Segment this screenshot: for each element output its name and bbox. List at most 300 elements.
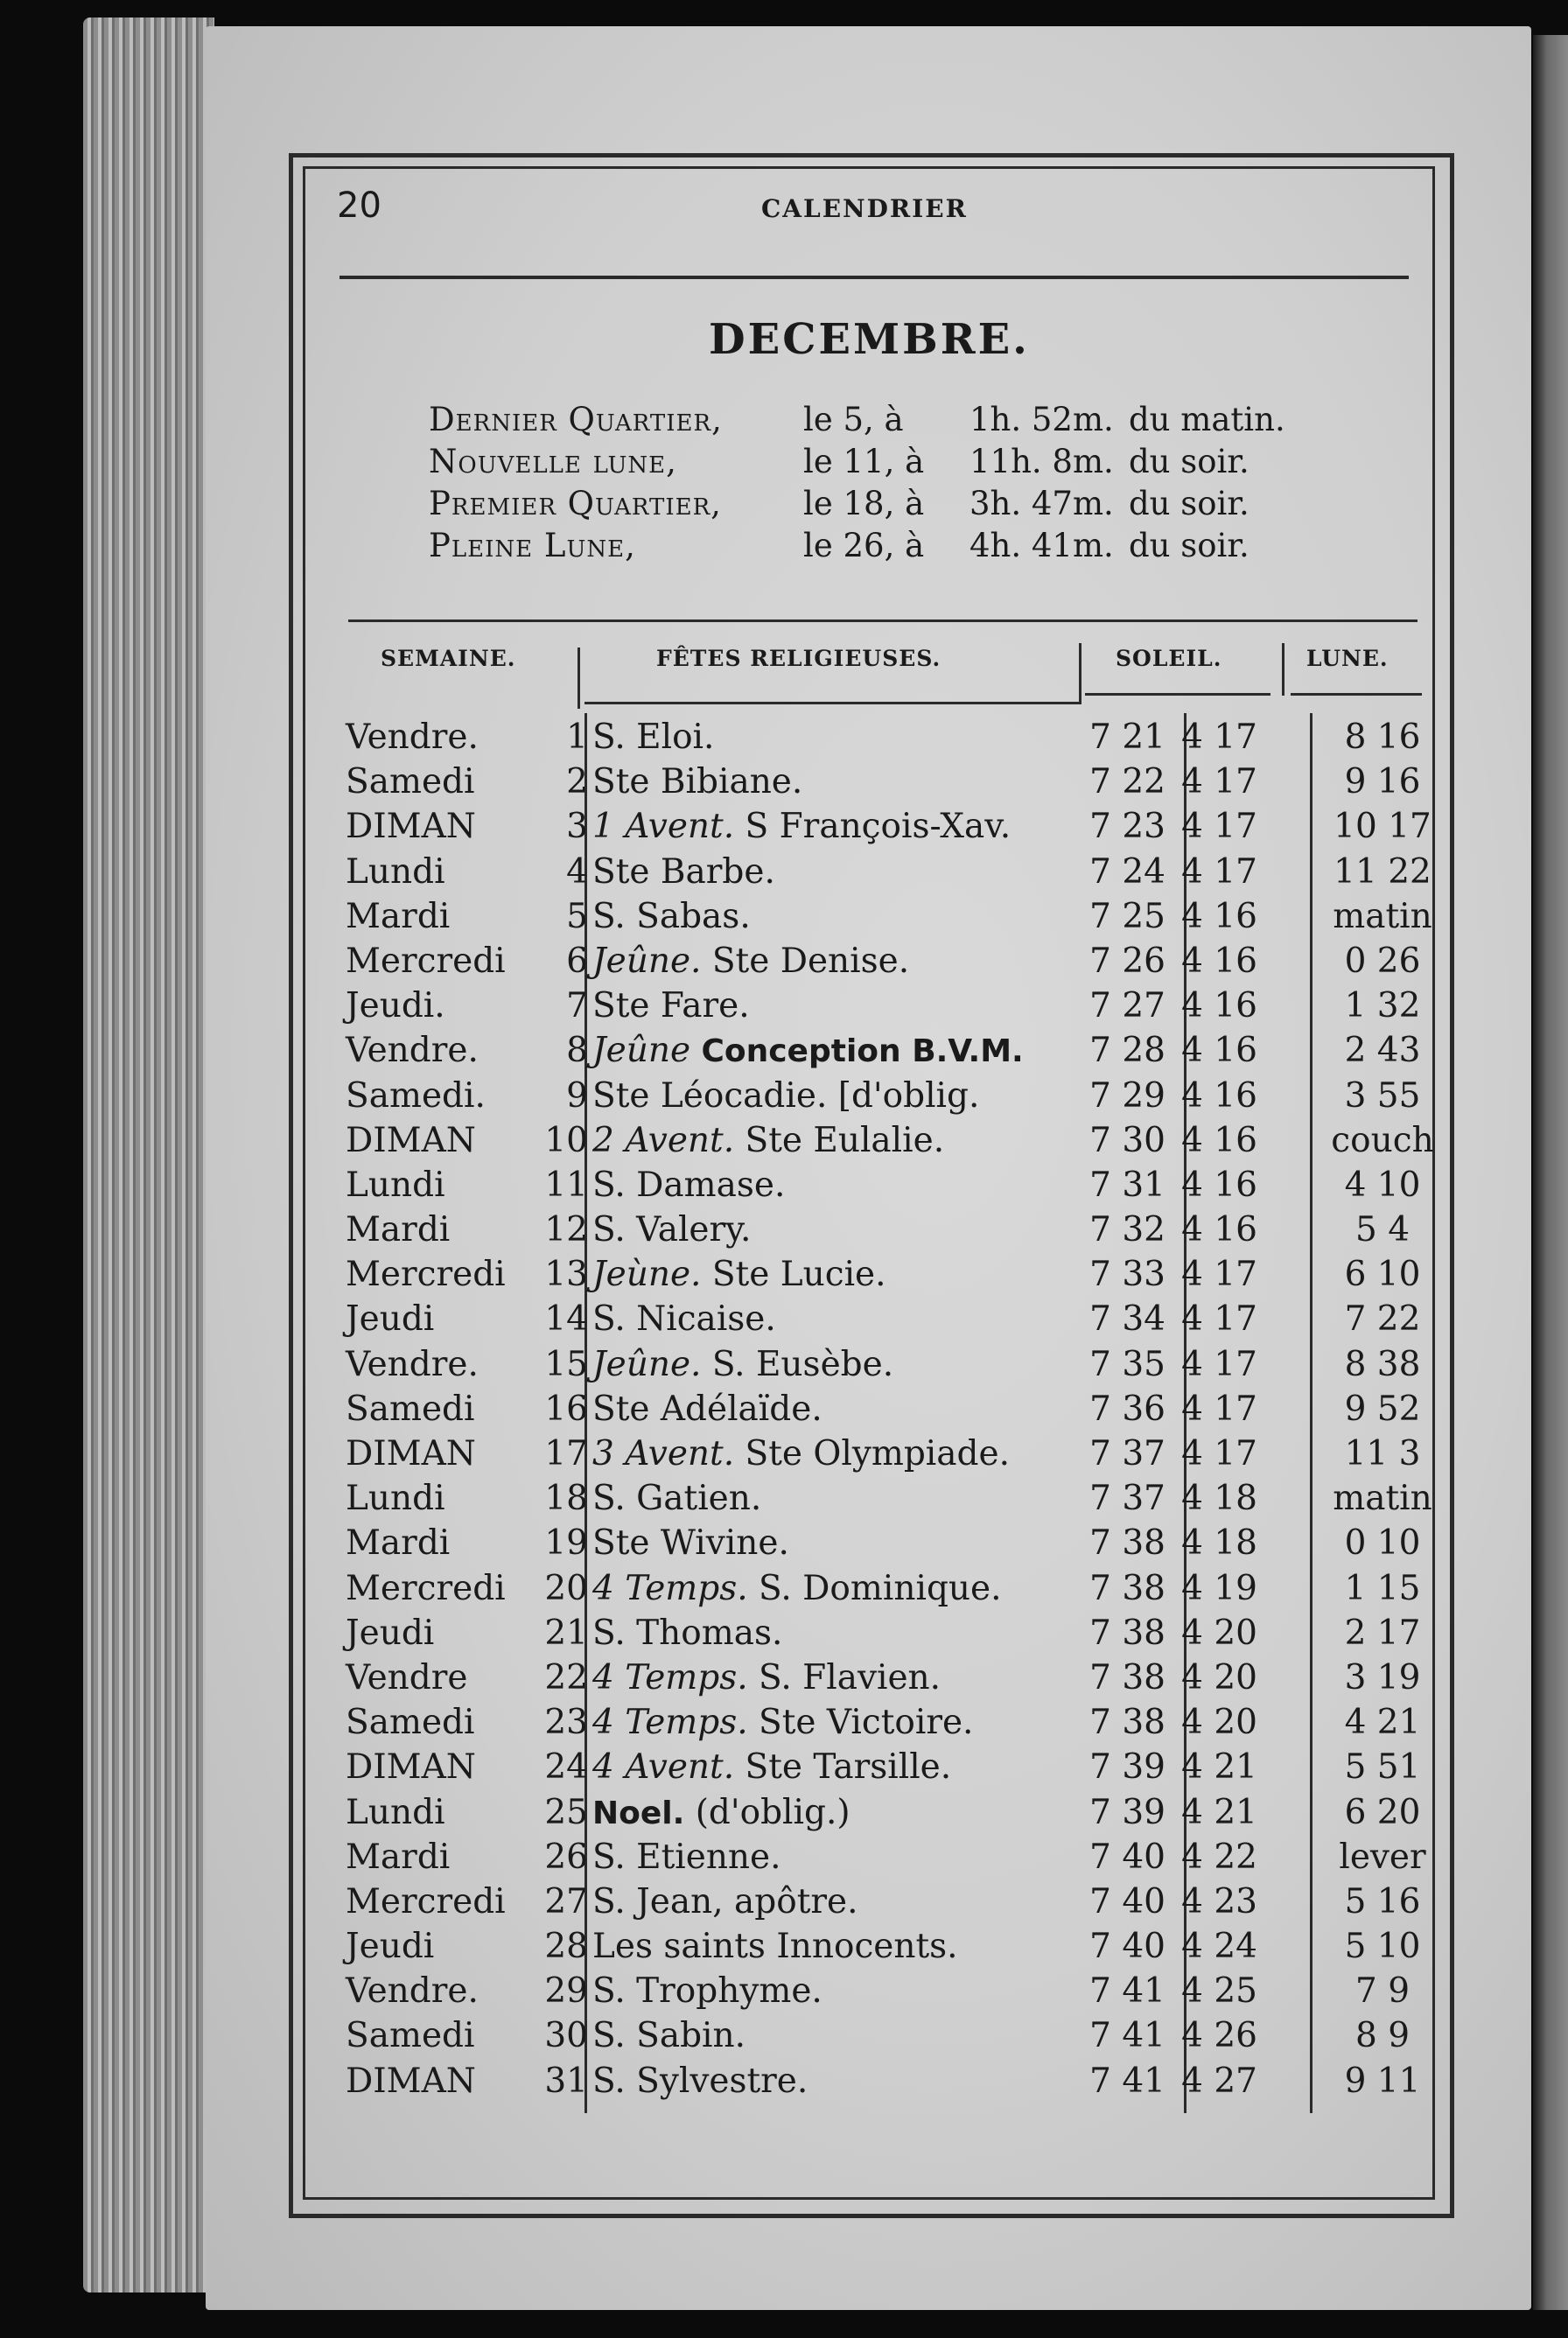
- moon-time: 10 17: [1334, 807, 1432, 847]
- feast-name: Ste Eulalie.: [745, 1120, 945, 1160]
- feast-name: S. Eloi.: [592, 718, 715, 757]
- header-underline: [584, 702, 1079, 704]
- religious-feast: [592, 1747, 951, 1787]
- sunrise-hour: 7: [1089, 1299, 1111, 1340]
- moon-time: 5 4: [1354, 1210, 1410, 1250]
- day-number: 14: [544, 1299, 588, 1340]
- day-number: 24: [544, 1747, 588, 1788]
- feast-name: S. Flavien.: [759, 1657, 942, 1698]
- sunset-hour: 4: [1181, 1881, 1203, 1922]
- sunrise-hour: 7: [1089, 986, 1111, 1026]
- sunset-minute: 17: [1214, 1389, 1257, 1429]
- weekday: Mercredi: [346, 1881, 506, 1922]
- weekday: DIMAN: [346, 2061, 476, 2101]
- day-number: 30: [544, 2016, 588, 2056]
- religious-feast: [592, 807, 1011, 846]
- religious-feast: [592, 1076, 979, 1116]
- sunset-hour: 4: [1181, 1255, 1203, 1295]
- feast-name: Ste Adélaïde.: [592, 1389, 822, 1429]
- moon-time: 6 20: [1344, 1792, 1421, 1832]
- day-number: 15: [544, 1344, 588, 1384]
- religious-feast: [592, 1614, 782, 1653]
- feast-name: S. Damase.: [592, 1165, 786, 1205]
- feast-note: Jeûne.: [592, 1344, 702, 1384]
- feast-name: S. Valery.: [592, 1210, 752, 1250]
- moon-time: 9 11: [1344, 2061, 1421, 2101]
- column-header-semaine: SEMAINE.: [381, 646, 516, 671]
- religious-feast: [592, 986, 750, 1026]
- phase-when: du soir.: [1129, 527, 1250, 564]
- sunset-minute: 17: [1214, 1434, 1257, 1474]
- weekday: Lundi: [346, 1479, 445, 1519]
- sunrise-hour: 7: [1089, 2061, 1111, 2101]
- sunset-hour: 4: [1181, 1165, 1203, 1205]
- sunset-minute: 16: [1214, 1210, 1257, 1250]
- feast-note: 4 Avent.: [592, 1747, 735, 1788]
- religious-feast: [592, 942, 909, 981]
- day-number: 25: [544, 1792, 588, 1832]
- phase-date: le 11, à: [803, 443, 925, 480]
- sunset-hour: 4: [1181, 1927, 1203, 1967]
- moon-time: 5 10: [1344, 1927, 1421, 1967]
- sunset-minute: 17: [1214, 807, 1257, 847]
- religious-feast: [592, 897, 751, 936]
- sunrise-hour: 7: [1089, 851, 1111, 892]
- day-number: 12: [544, 1210, 588, 1250]
- weekday: Samedi: [346, 1389, 475, 1429]
- sunset-hour: 4: [1181, 1792, 1203, 1832]
- table-top-rule: [348, 620, 1418, 622]
- sunset-hour: 4: [1181, 762, 1203, 802]
- religious-feast: [592, 1793, 850, 1832]
- weekday: Samedi.: [346, 1075, 486, 1116]
- day-number: 8: [566, 1031, 588, 1071]
- sunrise-hour: 7: [1089, 1703, 1111, 1743]
- weekday: Vendre: [346, 1657, 468, 1698]
- month-title: DECEMBRE.: [709, 315, 1030, 364]
- weekday: Jeudi: [346, 1299, 435, 1340]
- sunset-hour: 4: [1181, 2016, 1203, 2056]
- sunrise-minute: 38: [1122, 1613, 1166, 1653]
- feast-name: Ste Denise.: [711, 941, 910, 981]
- religious-feast: [592, 1703, 973, 1742]
- phase-name: Premier Quartier,: [429, 485, 722, 522]
- sunrise-minute: 29: [1122, 1075, 1166, 1116]
- book-page-edges: [83, 18, 214, 2292]
- religious-feast: [592, 1434, 1010, 1474]
- sunrise-hour: 7: [1089, 1479, 1111, 1519]
- moon-time: 11 22: [1334, 851, 1432, 892]
- day-number: 6: [566, 941, 588, 981]
- sunset-hour: 4: [1181, 896, 1203, 936]
- sunrise-minute: 27: [1122, 986, 1166, 1026]
- sunset-minute: 16: [1214, 941, 1257, 981]
- sunset-hour: 4: [1181, 1299, 1203, 1340]
- weekday: Vendre.: [346, 1031, 479, 1071]
- weekday: Mardi: [346, 1523, 451, 1564]
- sunset-hour: 4: [1181, 1210, 1203, 1250]
- religious-feast: [592, 1299, 776, 1339]
- sunset-minute: 16: [1214, 896, 1257, 936]
- sunrise-minute: 40: [1122, 1927, 1166, 1967]
- sunrise-hour: 7: [1089, 941, 1111, 981]
- feast-name: S. Gatien.: [592, 1479, 762, 1519]
- moon-time: lever: [1339, 1837, 1426, 1877]
- moon-time: 3 19: [1344, 1657, 1421, 1698]
- running-title: CALENDRIER: [761, 194, 968, 223]
- feast-highlight: Noel.: [592, 1795, 685, 1831]
- sunset-minute: 25: [1214, 1971, 1257, 2012]
- weekday: Mardi: [346, 1210, 451, 1250]
- sunrise-hour: 7: [1089, 1657, 1111, 1698]
- feast-note: Jeùne.: [592, 1255, 702, 1295]
- feast-name: Ste Olympiade.: [745, 1434, 1010, 1474]
- day-number: 4: [566, 851, 588, 892]
- sunrise-hour: 7: [1089, 1165, 1111, 1205]
- sunrise-minute: 39: [1122, 1792, 1166, 1832]
- phase-time: 1h. 52m.: [970, 401, 1114, 438]
- weekday: DIMAN: [346, 1434, 476, 1474]
- sunset-minute: 22: [1214, 1837, 1257, 1877]
- religious-feast: [592, 1166, 785, 1205]
- sunrise-minute: 40: [1122, 1881, 1166, 1922]
- day-number: 20: [544, 1568, 588, 1608]
- sunrise-hour: 7: [1089, 1523, 1111, 1564]
- weekday: Lundi: [346, 1792, 445, 1832]
- sunset-minute: 18: [1214, 1479, 1257, 1519]
- day-number: 3: [566, 807, 588, 847]
- sunset-hour: 4: [1181, 1657, 1203, 1698]
- sunset-hour: 4: [1181, 1613, 1203, 1653]
- sunrise-hour: 7: [1089, 762, 1111, 802]
- feast-name: S. Thomas.: [592, 1613, 783, 1653]
- day-number: 10: [544, 1120, 588, 1160]
- column-divider: [1079, 643, 1082, 704]
- feast-note: 1 Avent.: [592, 807, 735, 847]
- day-number: 17: [544, 1434, 588, 1474]
- weekday: Samedi: [346, 1703, 475, 1743]
- moon-time: 8 16: [1344, 718, 1421, 757]
- sunset-minute: 16: [1214, 1031, 1257, 1071]
- feast-name: S. Jean, apôtre.: [592, 1881, 858, 1922]
- day-number: 13: [544, 1255, 588, 1295]
- sunrise-hour: 7: [1089, 1344, 1111, 1384]
- page-number: 20: [337, 186, 382, 226]
- sunset-minute: 18: [1214, 1523, 1257, 1564]
- sunrise-minute: 39: [1122, 1747, 1166, 1788]
- sunrise-hour: 7: [1089, 1120, 1111, 1160]
- phase-when: du soir.: [1129, 485, 1250, 522]
- sunset-hour: 4: [1181, 1747, 1203, 1788]
- feast-name: Ste Lucie.: [711, 1255, 886, 1295]
- header-rule: [340, 276, 1409, 279]
- moon-time: 8 38: [1344, 1344, 1421, 1384]
- religious-feast: [592, 1523, 789, 1563]
- sunrise-hour: 7: [1089, 1747, 1111, 1788]
- sunset-hour: 4: [1181, 1389, 1203, 1429]
- sunrise-hour: 7: [1089, 718, 1111, 757]
- day-number: 22: [544, 1657, 588, 1698]
- weekday: Vendre.: [346, 1344, 479, 1384]
- religious-feast: [592, 1838, 781, 1877]
- moon-time: 8 9: [1354, 2016, 1410, 2056]
- feast-name: S. Sylvestre.: [592, 2061, 808, 2101]
- sunset-minute: 20: [1214, 1613, 1257, 1653]
- weekday: Jeudi: [346, 1613, 435, 1653]
- sunset-hour: 4: [1181, 1523, 1203, 1564]
- sunset-hour: 4: [1181, 1568, 1203, 1608]
- phase-date: le 18, à: [803, 485, 925, 522]
- column-divider: [578, 648, 580, 709]
- weekday: Mardi: [346, 896, 451, 936]
- sunrise-minute: 30: [1122, 1120, 1166, 1160]
- religious-feast: [592, 1210, 751, 1250]
- phase-time: 4h. 41m.: [970, 527, 1114, 564]
- feast-name: Ste Tarsille.: [745, 1747, 952, 1788]
- weekday: Lundi: [346, 851, 445, 892]
- feast-note: Jeûne.: [592, 941, 702, 981]
- weekday: Jeudi.: [346, 986, 445, 1026]
- column-header-soleil: SOLEIL.: [1116, 646, 1222, 671]
- moon-time: couch: [1331, 1120, 1434, 1160]
- feast-name: S. Sabas.: [592, 896, 751, 936]
- sunrise-hour: 7: [1089, 1031, 1111, 1071]
- day-number: 26: [544, 1837, 588, 1877]
- day-number: 29: [544, 1971, 588, 2012]
- sunrise-minute: 34: [1122, 1299, 1166, 1340]
- phase-date: le 5, à: [803, 401, 904, 438]
- sunset-minute: 19: [1214, 1568, 1257, 1608]
- moon-time: 4 21: [1344, 1703, 1421, 1743]
- weekday: Jeudi: [346, 1927, 435, 1967]
- sunrise-minute: 37: [1122, 1434, 1166, 1474]
- feast-name: S. Nicaise.: [592, 1299, 776, 1340]
- religious-feast: [592, 1927, 958, 1966]
- sunrise-minute: 38: [1122, 1568, 1166, 1608]
- sunrise-minute: 31: [1122, 1165, 1166, 1205]
- religious-feast: [592, 718, 714, 757]
- religious-feast: [592, 762, 802, 802]
- sunrise-hour: 7: [1089, 1210, 1111, 1250]
- sunset-hour: 4: [1181, 1703, 1203, 1743]
- sunrise-minute: 26: [1122, 941, 1166, 981]
- phase-time: 11h. 8m.: [970, 443, 1114, 480]
- header-underline: [1085, 693, 1270, 696]
- feast-name: Ste Barbe.: [592, 851, 775, 892]
- weekday: DIMAN: [346, 1120, 476, 1160]
- moon-time: 1 15: [1344, 1568, 1421, 1608]
- moon-time: 6 10: [1344, 1255, 1421, 1295]
- sunset-hour: 4: [1181, 1120, 1203, 1160]
- weekday: Mercredi: [346, 941, 506, 981]
- feast-name: S François-Xav.: [745, 807, 1012, 847]
- sunrise-minute: 22: [1122, 762, 1166, 802]
- phase-when: du soir.: [1129, 443, 1250, 480]
- religious-feast: [592, 1658, 941, 1698]
- column-header-lune: LUNE.: [1306, 646, 1389, 671]
- sunset-hour: 4: [1181, 1971, 1203, 2012]
- religious-feast: [592, 1345, 893, 1384]
- sunset-minute: 16: [1214, 1075, 1257, 1116]
- weekday: DIMAN: [346, 807, 476, 847]
- feast-note: 4 Temps.: [592, 1703, 748, 1743]
- weekday: Samedi: [346, 762, 475, 802]
- sunrise-minute: 23: [1122, 807, 1166, 847]
- column-header-fetes: FÊTES RELIGIEUSES.: [656, 646, 942, 671]
- sunset-hour: 4: [1181, 941, 1203, 981]
- column-divider: [1282, 643, 1284, 696]
- sunrise-hour: 7: [1089, 1255, 1111, 1295]
- religious-feast: [592, 1031, 1024, 1070]
- sunrise-minute: 41: [1122, 2061, 1166, 2101]
- sunset-hour: 4: [1181, 2061, 1203, 2101]
- moon-time: 3 55: [1344, 1075, 1421, 1116]
- sunrise-minute: 38: [1122, 1523, 1166, 1564]
- day-number: 5: [566, 896, 588, 936]
- religious-feast: [592, 1255, 886, 1294]
- sunset-minute: 27: [1214, 2061, 1257, 2101]
- sunset-minute: 24: [1214, 1927, 1257, 1967]
- moon-time: 0 26: [1344, 941, 1421, 981]
- sunset-minute: 16: [1214, 1120, 1257, 1160]
- weekday: Mercredi: [346, 1255, 506, 1295]
- sunset-hour: 4: [1181, 718, 1203, 757]
- sunrise-hour: 7: [1089, 1837, 1111, 1877]
- sunset-hour: 4: [1181, 1031, 1203, 1071]
- sunset-minute: 21: [1214, 1747, 1257, 1788]
- moon-time: 2 17: [1344, 1613, 1421, 1653]
- sunrise-hour: 7: [1089, 2016, 1111, 2056]
- sunset-minute: 17: [1214, 1255, 1257, 1295]
- phase-name: Dernier Quartier,: [429, 401, 723, 438]
- day-number: 21: [544, 1613, 588, 1653]
- sunset-minute: 21: [1214, 1792, 1257, 1832]
- sunrise-hour: 7: [1089, 1792, 1111, 1832]
- day-number: 2: [566, 762, 588, 802]
- day-number: 7: [566, 986, 588, 1026]
- day-number: 18: [544, 1479, 588, 1519]
- sunrise-hour: 7: [1089, 1434, 1111, 1474]
- sunset-hour: 4: [1181, 1344, 1203, 1384]
- sunrise-hour: 7: [1089, 1075, 1111, 1116]
- sunrise-hour: 7: [1089, 807, 1111, 847]
- religious-feast: [592, 1121, 944, 1160]
- day-number: 27: [544, 1881, 588, 1922]
- religious-feast: [592, 1971, 822, 2011]
- feast-note: 3 Avent.: [592, 1434, 735, 1474]
- sunset-hour: 4: [1181, 1479, 1203, 1519]
- sunset-minute: 16: [1214, 986, 1257, 1026]
- weekday: Vendre.: [346, 1971, 479, 2012]
- next-page-edge: [1533, 35, 1568, 2310]
- moon-time: 7 9: [1354, 1971, 1410, 2012]
- moon-time: matin: [1333, 1479, 1432, 1519]
- feast-name: Les saints Innocents.: [592, 1927, 958, 1967]
- religious-feast: [592, 1390, 822, 1429]
- sunrise-hour: 7: [1089, 896, 1111, 936]
- sunrise-hour: 7: [1089, 1881, 1111, 1922]
- sunset-minute: 26: [1214, 2016, 1257, 2056]
- feast-note: 4 Temps.: [592, 1568, 748, 1608]
- moon-time: 7 22: [1344, 1299, 1421, 1340]
- feast-name: Ste Wivine.: [592, 1523, 789, 1564]
- weekday: DIMAN: [346, 1747, 476, 1788]
- moon-time: 1 32: [1344, 986, 1421, 1026]
- religious-feast: [592, 2016, 746, 2055]
- sunset-hour: 4: [1181, 1075, 1203, 1116]
- moon-time: 0 10: [1344, 1523, 1421, 1564]
- sunrise-minute: 35: [1122, 1344, 1166, 1384]
- moon-time: matin: [1333, 896, 1432, 936]
- moon-time: 4 10: [1344, 1165, 1421, 1205]
- sunrise-minute: 41: [1122, 1971, 1166, 2012]
- moon-time: 11 3: [1344, 1434, 1421, 1474]
- sunrise-hour: 7: [1089, 1971, 1111, 2012]
- moon-time: 5 16: [1344, 1881, 1421, 1922]
- sunrise-minute: 28: [1122, 1031, 1166, 1071]
- sunset-minute: 23: [1214, 1881, 1257, 1922]
- sunrise-hour: 7: [1089, 1927, 1111, 1967]
- day-number: 16: [544, 1389, 588, 1429]
- sunrise-minute: 36: [1122, 1389, 1166, 1429]
- feast-name: S. Sabin.: [592, 2016, 746, 2056]
- sunset-minute: 17: [1214, 762, 1257, 802]
- feast-name: Ste Bibiane.: [592, 762, 803, 802]
- sunset-hour: 4: [1181, 986, 1203, 1026]
- header-underline: [1291, 693, 1422, 696]
- sunset-minute: 20: [1214, 1657, 1257, 1698]
- feast-name: Ste Victoire.: [759, 1703, 974, 1743]
- sunrise-minute: 41: [1122, 2016, 1166, 2056]
- feast-note: Jeûne: [592, 1031, 691, 1071]
- sunrise-minute: 21: [1122, 718, 1166, 757]
- day-number: 23: [544, 1703, 588, 1743]
- day-number: 28: [544, 1927, 588, 1967]
- phase-time: 3h. 47m.: [970, 485, 1114, 522]
- sunrise-minute: 24: [1122, 851, 1166, 892]
- phase-name: Nouvelle lune,: [429, 443, 677, 480]
- sunset-hour: 4: [1181, 851, 1203, 892]
- day-number: 31: [544, 2061, 588, 2101]
- religious-feast: [592, 1882, 858, 1922]
- feast-highlight: Conception B.V.M.: [701, 1033, 1024, 1070]
- day-number: 11: [544, 1165, 588, 1205]
- phase-when: du matin.: [1129, 401, 1285, 438]
- weekday: Mardi: [346, 1837, 451, 1877]
- sunrise-minute: 25: [1122, 896, 1166, 936]
- feast-name: S. Etienne.: [592, 1837, 781, 1877]
- sunset-minute: 17: [1214, 718, 1257, 757]
- sunrise-minute: 37: [1122, 1479, 1166, 1519]
- sunrise-minute: 32: [1122, 1210, 1166, 1250]
- moon-time: 9 52: [1344, 1389, 1421, 1429]
- sunset-hour: 4: [1181, 1434, 1203, 1474]
- sunset-minute: 17: [1214, 851, 1257, 892]
- feast-name: S. Dominique.: [759, 1568, 1002, 1608]
- day-number: 9: [566, 1075, 588, 1116]
- religious-feast: [592, 1479, 761, 1518]
- sunset-minute: 17: [1214, 1299, 1257, 1340]
- religious-feast: [592, 2062, 808, 2101]
- religious-feast: [592, 852, 775, 892]
- phase-date: le 26, à: [803, 527, 925, 564]
- sunrise-hour: 7: [1089, 1613, 1111, 1653]
- moon-time: 5 51: [1344, 1747, 1421, 1788]
- day-number: 1: [566, 718, 588, 757]
- moon-time: 9 16: [1344, 762, 1421, 802]
- feast-name: S. Trophyme.: [592, 1971, 822, 2012]
- feast-name: Ste Fare.: [592, 986, 750, 1026]
